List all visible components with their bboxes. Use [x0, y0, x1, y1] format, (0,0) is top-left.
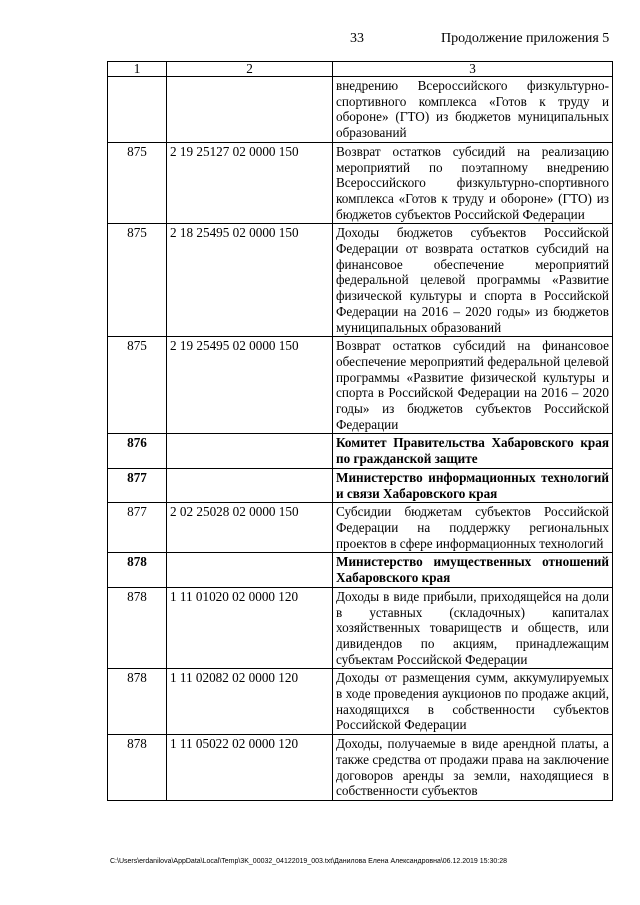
classification-code-cell: [167, 434, 333, 468]
table-row: [108, 735, 613, 801]
description-cell: внедрению Всероссийского физкультурно-спортивного комплекса «Готов к труду и обороне» (ГТО) из бюджетов муниципальных образований: [333, 77, 613, 143]
classification-code-cell: 1 11 02082 02 0000 120: [167, 669, 333, 735]
table-row: [108, 77, 613, 143]
code-cell: 878: [108, 735, 167, 801]
classification-code-cell: 2 18 25495 02 0000 150: [167, 224, 333, 337]
code-cell: 878: [108, 587, 167, 669]
table-body: [108, 77, 613, 801]
table-row: [108, 224, 613, 337]
description-cell: Субсидии бюджетам субъектов Российской Федерации на поддержку региональных проектов в сфере информационных технологий: [333, 503, 613, 553]
description-cell: Доходы бюджетов субъектов Российской Федерации от возврата остатков субсидий на финансовое обеспечение мероприятий федеральной целевой программы «Развитие физической культуры и спорта в Российской Федерации на 2016 – 2020 годы» из бюджетов муниципальных образований: [333, 224, 613, 337]
description-cell: Министерство информационных технологий и связи Хабаровского края: [333, 468, 613, 502]
description-cell: Возврат остатков субсидий на финансовое обеспечение мероприятий федеральной целевой программы «Развитие физической культуры и спорта в Российской Федерации на 2016 – 2020 годы» из бюджетов субъектов Российской Федерации: [333, 337, 613, 434]
classification-code-cell: 2 19 25127 02 0000 150: [167, 142, 333, 224]
description-cell: Доходы от размещения сумм, аккумулируемых в ходе проведения аукционов по продаже акций, находящихся в собственности субъектов Российской Федерации: [333, 669, 613, 735]
description-cell: Возврат остатков субсидий на реализацию мероприятий по поэтапному внедрению Всероссийского физкультурно-спортивного комплекса «Готов к труду и обороне» (ГТО) из бюджетов субъектов Российской Федерации: [333, 142, 613, 224]
table-row: [108, 669, 613, 735]
code-cell: 875: [108, 224, 167, 337]
table-row: [108, 587, 613, 669]
classification-code-cell: [167, 77, 333, 143]
classification-code-cell: [167, 468, 333, 502]
page-header: [0, 31, 640, 49]
code-cell: 875: [108, 142, 167, 224]
code-cell: 878: [108, 669, 167, 735]
table-row: [108, 468, 613, 502]
classification-code-cell: 1 11 05022 02 0000 120: [167, 735, 333, 801]
table-row: [108, 503, 613, 553]
revenue-codes-table: [107, 61, 613, 801]
table-row: [108, 434, 613, 468]
file-path-footer: C:\Users\erdanilova\AppData\Local\Temp\3K_00032_04122019_003.txt\Данилова Елена Александровна\06.12.2019 15:30:28: [110, 858, 508, 865]
classification-code-cell: 1 11 01020 02 0000 120: [167, 587, 333, 669]
code-cell: 875: [108, 337, 167, 434]
column-header-1: 1: [108, 62, 167, 77]
description-cell: Доходы в виде прибыли, приходящейся на доли в уставных (складочных) капиталах хозяйственных товариществ и обществ, или дивидендов по акциям, принадлежащим субъектам Российской Федерации: [333, 587, 613, 669]
column-header-2: 2: [167, 62, 333, 77]
code-cell: 877: [108, 503, 167, 553]
classification-code-cell: [167, 553, 333, 587]
table-row: [108, 337, 613, 434]
description-cell: Комитет Правительства Хабаровского края по гражданской защите: [333, 434, 613, 468]
classification-code-cell: 2 19 25495 02 0000 150: [167, 337, 333, 434]
code-cell: 877: [108, 468, 167, 502]
table-row: [108, 553, 613, 587]
description-cell: Доходы, получаемые в виде арендной платы, а также средства от продажи права на заключение договоров аренды за земли, находящиеся в собственности субъектов: [333, 735, 613, 801]
description-cell: Министерство имущественных отношений Хабаровского края: [333, 553, 613, 587]
code-cell: 878: [108, 553, 167, 587]
page-number: 33: [350, 31, 364, 46]
table-header-row: [108, 62, 613, 77]
column-header-3: 3: [333, 62, 613, 77]
classification-code-cell: 2 02 25028 02 0000 150: [167, 503, 333, 553]
code-cell: [108, 77, 167, 143]
code-cell: 876: [108, 434, 167, 468]
continuation-label: Продолжение приложения 5: [441, 31, 610, 46]
table-row: [108, 142, 613, 224]
